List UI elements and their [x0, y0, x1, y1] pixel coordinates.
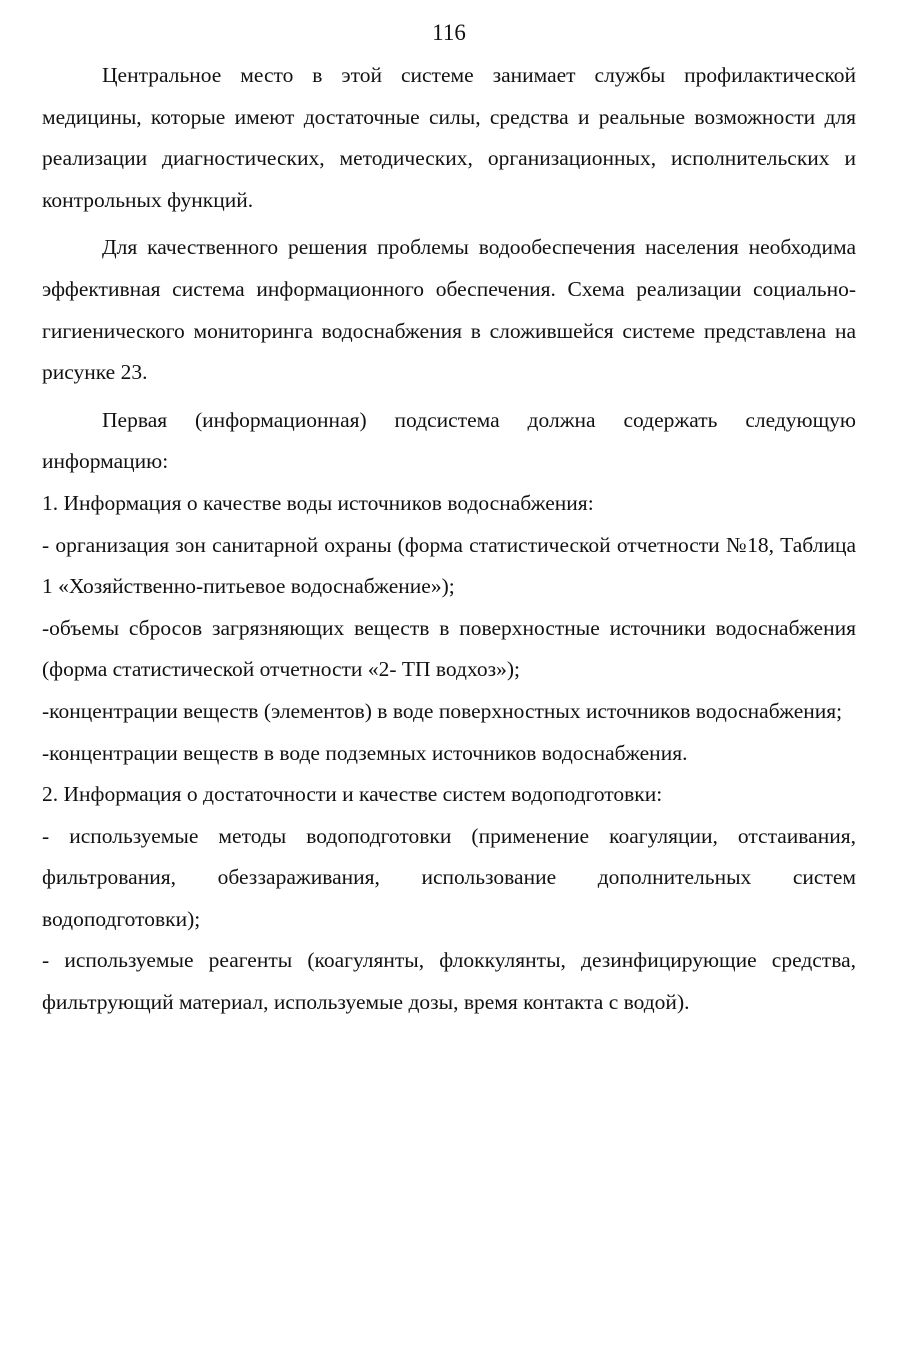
- list-item: -концентрации веществ (элементов) в воде поверхностных источников водоснабжения;: [42, 698, 843, 723]
- numbered-item-2-title: 2. Информация о достаточности и качестве систем водоподготовки:: [42, 782, 663, 807]
- list-item: - организация зон санитарной охраны (форма статистической отчетности №18, Таблица 1 «Хозяйственно-питьевое водоснабжение»);: [42, 532, 856, 599]
- document-body: [42, 55, 856, 1024]
- paragraph-prevention-services: Центральное место в этой системе занимает службы профилактической медицины, которые имеют достаточные силы, средства и реальные возможности для реализации диагностических, методических, организационных, исполнительских и контрольных функций.: [42, 63, 856, 212]
- list-item: - используемые методы водоподготовки (применение коагуляции, отстаивания, фильтрования, обеззараживания, использование дополнительных систем водоподготовки);: [42, 823, 856, 931]
- list-item: -концентрации веществ в воде подземных источников водоснабжения.: [42, 740, 688, 765]
- numbered-item-1-title: 1. Информация о качестве воды источников водоснабжения:: [42, 490, 594, 515]
- page-number: 116: [432, 20, 466, 45]
- list-item: -объемы сбросов загрязняющих веществ в поверхностные источники водоснабжения (форма статистической отчетности «2- ТП водхоз»);: [42, 615, 856, 682]
- list-item: - используемые реагенты (коагулянты, флоккулянты, дезинфицирующие средства, фильтрующий материал, используемые дозы, время контакта с водой).: [42, 948, 856, 1015]
- paragraph-first-subsystem: Первая (информационная) подсистема должна содержать следующую информацию:: [42, 407, 856, 474]
- paragraph-information-system: Для качественного решения проблемы водообеспечения населения необходима эффективная система информационного обеспечения. Схема реализации социально-гигиенического мониторинга водоснабжения в сложившейся системе представлена на рисунке 23.: [42, 235, 856, 385]
